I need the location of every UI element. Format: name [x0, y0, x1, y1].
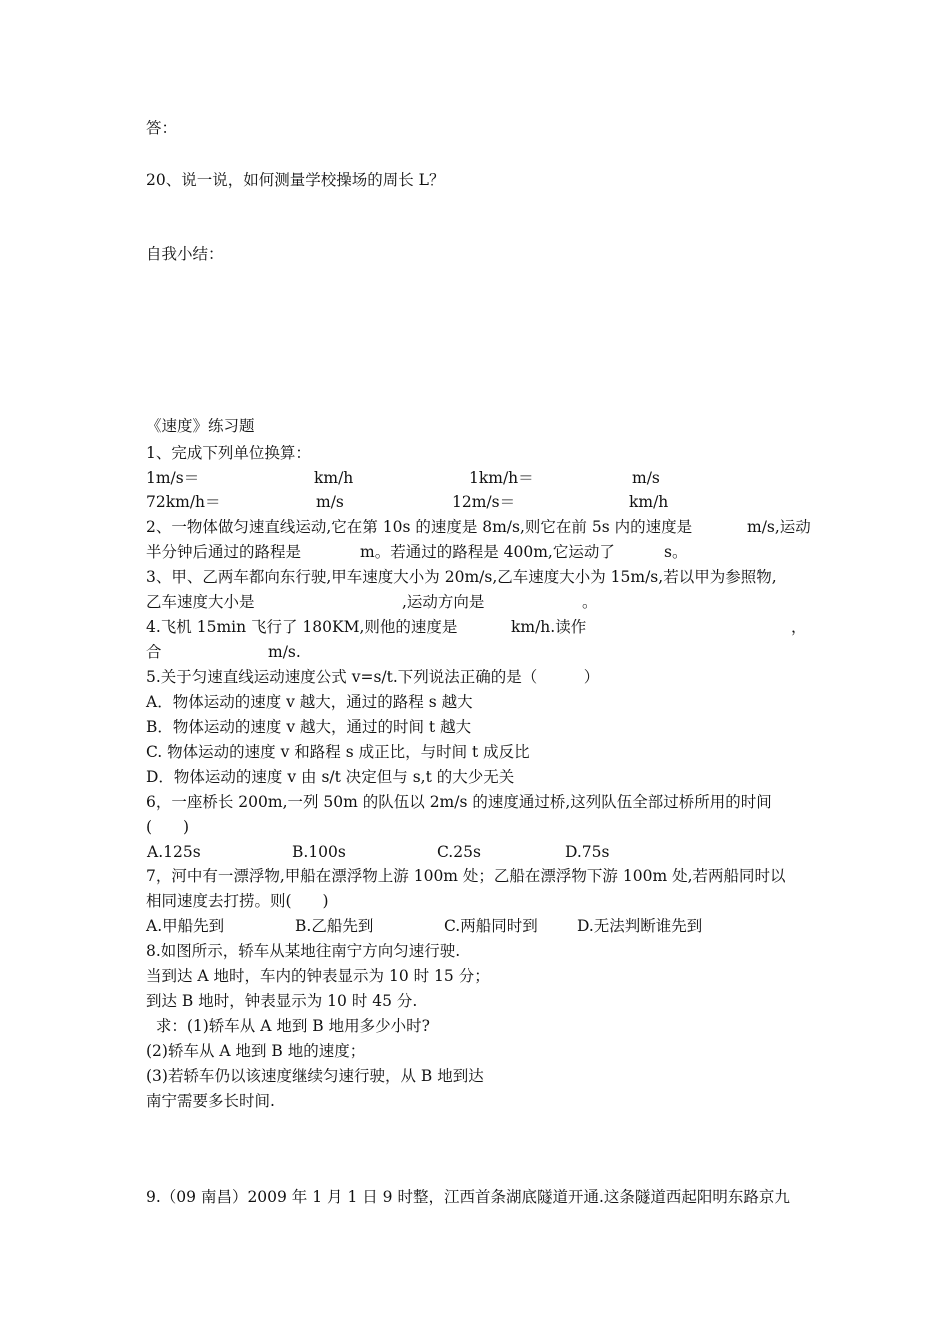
exercise-title: 《速度》练习题 — [146, 417, 255, 435]
q8-line-5: (2)轿车从 A 地到 B 地的速度； — [146, 1042, 366, 1060]
q5-option-c: C. 物体运动的速度 v 和路程 s 成正比，与时间 t 成反比 — [146, 743, 530, 761]
q3-line2b: ,运动方向是 — [402, 593, 485, 611]
q1-row1-d: m/s — [632, 469, 660, 487]
answer-label: 答： — [146, 119, 178, 137]
q8-line-2: 当到达 A 地时，车内的钟表显示为 10 时 15 分； — [146, 967, 490, 985]
q6-line1: 6，一座桥长 200m,一列 50m 的队伍以 2m/s 的速度通过桥,这列队伍全部过桥所用的时间 — [146, 793, 772, 811]
q6-option-c: C.25s — [437, 843, 481, 861]
q4-line1b: km/h.读作 — [511, 618, 587, 636]
q1-row1-a: 1m/s＝ — [146, 469, 200, 487]
q1-stem: 1、完成下列单位换算： — [146, 444, 311, 462]
q7-option-c: C.两船同时到 — [444, 917, 538, 935]
q8-line-3: 到达 B 地时，钟表显示为 10 时 45 分. — [146, 992, 418, 1010]
q1-row2-a: 72km/h＝ — [146, 493, 221, 511]
q7-option-b: B.乙船先到 — [295, 917, 374, 935]
q2-line2a: 半分钟后通过的路程是 — [146, 543, 302, 561]
q3-line2a: 乙车速度大小是 — [146, 593, 255, 611]
q1-row1-c: 1km/h＝ — [469, 469, 534, 487]
q8-line-4: 求：(1)轿车从 A 地到 B 地用多少小时? — [146, 1017, 430, 1035]
q6-option-d: D.75s — [565, 843, 610, 861]
q2-line2b: m。若通过的路程是 400m,它运动了 — [360, 543, 615, 561]
summary-label: 自我小结： — [146, 245, 224, 263]
q6-option-a: A.125s — [147, 843, 201, 861]
q9-line1: 9.（09 南昌）2009 年 1 月 1 日 9 时整，江西首条湖底隧道开通.这条隧道西起阳明东路京九 — [146, 1188, 790, 1206]
q5-option-b: B．物体运动的速度 v 越大，通过的时间 t 越大 — [146, 718, 472, 736]
q1-row1-b: km/h — [314, 469, 354, 487]
q7-option-a: A.甲船先到 — [146, 917, 225, 935]
q5-option-a: A．物体运动的速度 v 越大，通过的路程 s 越大 — [146, 693, 473, 711]
q7-line1: 7，河中有一漂浮物,甲船在漂浮物上游 100m 处；乙船在漂浮物下游 100m 处,若两船同时以 — [146, 867, 786, 885]
q2-line2c: s。 — [664, 543, 688, 561]
q7-line2: 相同速度去打捞。则( ) — [146, 892, 329, 910]
q4-line2b: m/s. — [268, 643, 301, 661]
q2-line1a: 2、一物体做匀速直线运动,它在第 10s 的速度是 8m/s,则它在前 5s 内的速度是 — [146, 518, 693, 536]
q4-line2a: 合 — [146, 643, 162, 661]
q8-line-7: 南宁需要多长时间. — [146, 1092, 275, 1110]
q6-option-b: B.100s — [292, 843, 346, 861]
q8-line-6: (3)若轿车仍以该速度继续匀速行驶，从 B 地到达 — [146, 1067, 484, 1085]
q6-line2: ( ) — [146, 818, 190, 836]
q4-line1c: ， — [791, 618, 807, 636]
q3-line1: 3、甲、乙两车都向东行驶,甲车速度大小为 20m/s,乙车速度大小为 15m/s,若以甲为参照物, — [146, 568, 777, 586]
q4-line1a: 4.飞机 15min 飞行了 180KM,则他的速度是 — [146, 618, 458, 636]
q1-row2-d: km/h — [629, 493, 669, 511]
q1-row2-b: m/s — [316, 493, 344, 511]
q5-option-d: D．物体运动的速度 v 由 s/t 决定但与 s,t 的大少无关 — [146, 768, 515, 786]
q2-line1b: m/s,运动 — [747, 518, 811, 536]
question-20: 20、说一说，如何测量学校操场的周长 L？ — [146, 171, 445, 189]
q7-option-d: D.无法判断谁先到 — [577, 917, 703, 935]
q8-line-1: 8.如图所示，轿车从某地往南宁方向匀速行驶. — [146, 942, 461, 960]
q3-line2c: 。 — [582, 593, 598, 611]
q1-row2-c: 12m/s＝ — [452, 493, 516, 511]
q5-stem: 5.关于匀速直线运动速度公式 v=s/t.下列说法正确的是（ ） — [146, 668, 600, 686]
